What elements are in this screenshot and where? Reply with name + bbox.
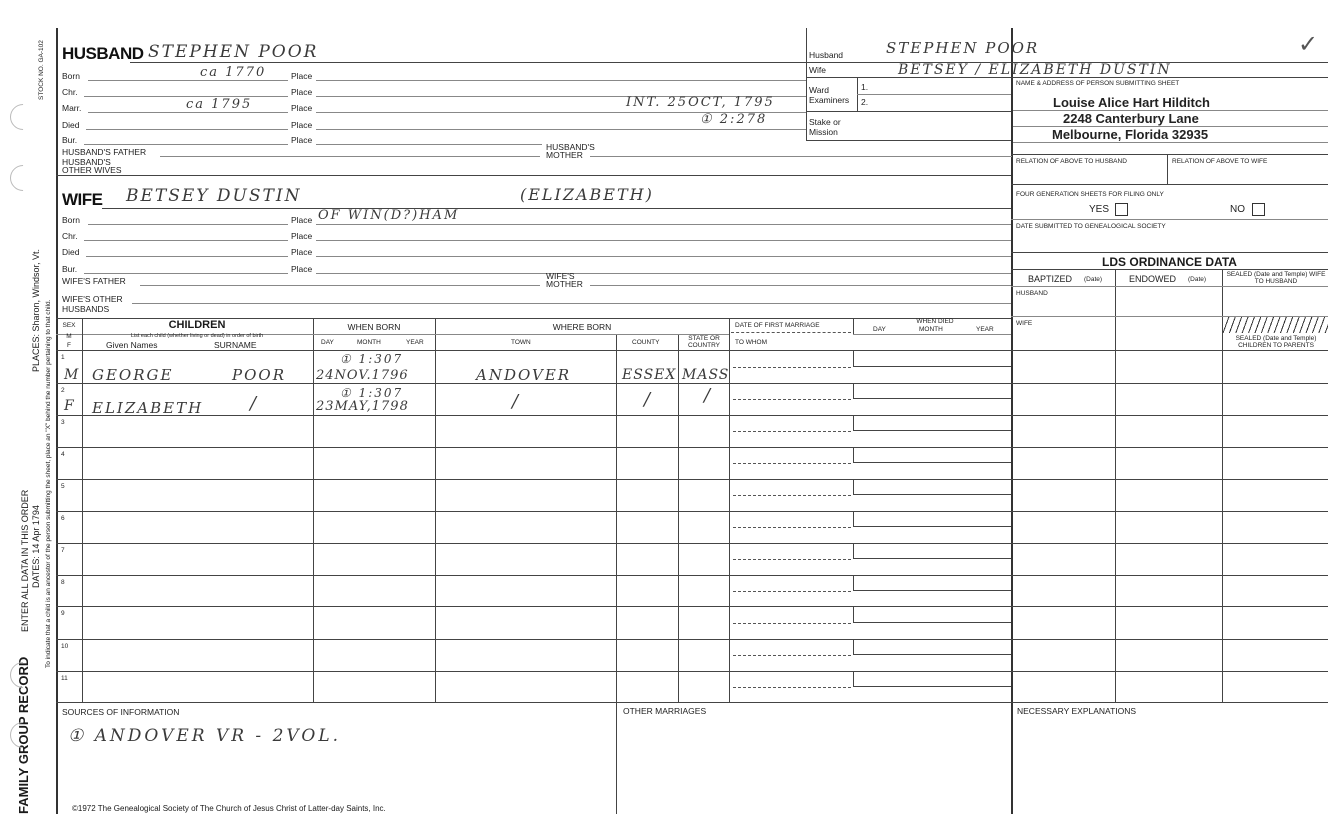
husbands-mother-label: HUSBAND'S MOTHER [546,142,595,160]
line [1011,184,1328,185]
line [733,463,851,464]
surname-label: SURNAME [214,340,257,350]
side-instruction-order: ENTER ALL DATA IN THIS ORDER [20,489,30,632]
husband-heading: HUSBAND [62,44,144,63]
side-dates-example: DATES: 14 Apr 1794 [31,505,41,588]
died-year-label: YEAR [976,326,994,333]
child-number: 5 [61,483,65,490]
line [316,240,1011,241]
child-sex: M [64,367,81,383]
col-line [313,318,314,702]
husband-name: STEPHEN POOR [148,42,319,62]
wifes-father-label: WIFE'S FATHER [62,276,126,286]
examiners-label: Examiners [809,95,850,105]
line [853,334,1011,335]
hr-wife-value: BETSEY / ELIZABETH DUSTIN [898,62,1172,78]
date-first-marriage-label: DATE OF FIRST MARRIAGE [735,322,820,329]
row-line [56,447,1328,448]
sealed-children-label: SEALED (Date and Temple) CHILDREN TO PARENTS [1235,335,1317,349]
place-label: Place [291,120,313,130]
child-number: 2 [61,387,65,394]
children-label: CHILDREN [168,319,226,331]
stake-mission-label: Stake or Mission [809,117,841,137]
sealed-wife-label: SEALED (Date and Temple) WIFE TO HUSBAND [1226,271,1326,285]
place-label: Place [291,247,313,257]
place-label: Place [291,87,313,97]
children-instruction: List each child (whether living or dead) in order of birth [130,333,264,339]
endowed-date-label: (Date) [1188,276,1207,283]
county-label: COUNTY [632,339,660,346]
child-state: MASS [682,367,730,383]
child-given-name: ELIZABETH [92,399,204,417]
child-surname: POOR [232,366,286,384]
line [857,94,1011,95]
relation-wife-label: RELATION OF ABOVE TO WIFE [1172,158,1268,165]
sex-f-label: F [67,342,71,349]
line [733,495,851,496]
line [733,367,851,368]
line [88,112,288,113]
side-places-example: PLACES: Sharon, Windsor, Vt. [31,248,41,372]
line [435,334,729,335]
submitter-address-1: 2248 Canterbury Lane [1063,111,1199,126]
four-gen-label: FOUR GENERATION SHEETS FOR FILING ONLY [1016,191,1164,198]
place-label: Place [291,215,313,225]
baptized-label: BAPTIZED [1028,274,1073,284]
day-label: DAY [321,339,334,346]
row-line [56,671,1328,672]
row-line [56,511,1328,512]
line [316,144,542,145]
line [853,350,854,366]
when-died-label: WHEN DIED [916,318,954,325]
child-born-source: ① 1:307 [340,352,404,366]
place-label: Place [291,135,313,145]
child-town: / [512,391,521,412]
chr-label: Chr. [62,231,78,241]
husbands-other-wives-label: HUSBAND'S OTHER WIVES [62,157,122,175]
punch-hole [5,99,42,136]
wifes-mother-label: WIFE'S MOTHER [546,271,583,289]
date-submitted-label: DATE SUBMITTED TO GENEALOGICAL SOCIETY [1016,223,1166,230]
child-number: 8 [61,579,65,586]
line [733,687,851,688]
child-number: 1 [61,354,65,361]
line [853,430,1011,431]
wife-name-line [102,208,1011,209]
wife-heading: WIFE [62,190,103,209]
line [853,654,1011,655]
line [733,559,851,560]
line [1167,154,1168,184]
section-divider [56,175,1011,176]
hr-husband-value: STEPHEN POOR [886,39,1040,57]
row-line [56,415,1328,416]
wife-row-label: WIFE [1016,320,1033,327]
relation-husband-label: RELATION OF ABOVE TO HUSBAND [1016,158,1127,165]
child-county: / [644,389,653,410]
line [853,462,1011,463]
where-born-label: WHERE BORN [552,322,612,332]
line [853,606,854,622]
ward-label: Ward [809,85,829,95]
town-label: TOWN [511,339,531,346]
husband-marr-value: ca 1795 [186,97,253,112]
line [853,415,854,430]
line [806,140,1011,141]
line [1011,219,1328,220]
line [853,494,1011,495]
bur-label: Bur. [62,135,78,145]
line [1115,269,1116,702]
line [313,334,435,335]
line [86,129,288,130]
baptized-date-label: (Date) [1084,276,1103,283]
line [88,80,288,81]
submitter-label: NAME & ADDRESS OF PERSON SUBMITTING SHEET [1016,80,1180,87]
child-town: ANDOVER [476,366,572,384]
line [316,273,1011,274]
line [733,623,851,624]
row-line [56,702,1328,703]
line [84,144,288,145]
bur-label: Bur. [62,264,78,274]
husband-born-value: ca 1770 [200,65,267,80]
necessary-explanations-label: NECESSARY EXPLANATIONS [1017,706,1137,716]
col-line [678,334,679,702]
line [1011,286,1328,287]
hr-husband-label: Husband [809,50,844,60]
col-line [616,702,617,814]
child-number: 6 [61,515,65,522]
child-sex: F [64,398,76,414]
line [140,285,540,286]
line [88,224,288,225]
child-number: 3 [61,419,65,426]
wife-name: BETSEY DUSTIN [126,186,302,206]
col-line [82,318,83,702]
child-number: 9 [61,610,65,617]
sources-value: ① ANDOVER VR - 2VOL. [68,726,342,746]
punch-hole [5,717,42,754]
line [853,479,854,494]
born-label: Born [62,71,80,81]
line [316,256,1011,257]
line [316,80,806,81]
died-day-label: DAY [873,326,886,333]
wife-born-place: OF WIN(D?)HAM [318,208,460,223]
row-line [56,479,1328,480]
col-line [853,318,854,334]
husband-row-label: HUSBAND [1016,290,1048,297]
examiner-2: 2. [861,97,869,107]
year-label: YEAR [406,339,424,346]
line [853,398,1011,399]
sex-m-label: M [66,333,72,340]
line [316,224,1011,225]
child-number: 10 [61,643,69,650]
hr-wife-label: Wife [809,65,826,75]
husband-name-line [130,62,806,63]
col-line [435,318,436,702]
child-born-date: 24NOV.1796 [316,368,409,383]
line [806,77,1328,78]
sealed-hatch [1223,317,1328,333]
row-line [56,383,1328,384]
yes-label: YES [1089,204,1110,215]
line [733,527,851,528]
child-county: ESSEX [622,367,677,383]
line [56,350,1328,351]
line [316,129,806,130]
place-label: Place [291,71,313,81]
child-born-date: 23MAY,1798 [316,399,409,414]
died-label: Died [62,120,80,130]
check-mark-icon: ✓ [1298,30,1319,58]
line [1222,269,1223,702]
row-line [56,639,1328,640]
side-ancestor-instruction: To indicate that a child is an ancestor of the person submitting the sheet, place an "X" behind the number pertaining to that child. [45,299,52,668]
line [132,303,1011,304]
line [853,366,1011,367]
line [1011,154,1328,155]
wife-alt-name: (ELIZABETH) [520,185,654,204]
punch-hole [5,657,42,694]
child-given-name: GEORGE [92,366,174,384]
no-label: NO [1230,204,1245,215]
frame-divider [1011,28,1013,814]
line [853,558,1011,559]
child-born-source: ① 1:307 [340,386,404,400]
child-number: 4 [61,451,65,458]
place-label: Place [291,231,313,241]
child-surname: / [250,393,259,414]
chr-label: Chr. [62,87,78,97]
died-label: Died [62,247,80,257]
line [853,543,854,558]
line [160,156,540,157]
examiner-1: 1. [861,82,869,92]
punch-hole [5,160,42,197]
row-line [56,543,1328,544]
line [853,671,854,686]
marr-label: Marr. [62,103,82,113]
other-marriages-label: OTHER MARRIAGES [623,706,707,716]
line [853,639,854,654]
child-number: 7 [61,547,65,554]
line [1013,142,1328,143]
form-title-vertical: FAMILY GROUP RECORD [16,656,31,814]
month-label: MONTH [357,339,381,346]
place-label: Place [291,103,313,113]
child-number: 11 [61,675,68,682]
line [733,591,851,592]
four-gen-no-checkbox[interactable] [1252,203,1265,216]
line [86,256,288,257]
line [853,511,854,526]
submitter-name: Louise Alice Hart Hilditch [1053,95,1210,110]
endowed-label: ENDOWED [1129,274,1176,284]
stock-number: STOCK NO. GA-102 [38,40,45,100]
given-names-label: Given Names [106,340,158,350]
line [731,332,851,333]
line [853,383,854,398]
line [853,526,1011,527]
line [853,575,854,590]
sources-label: SOURCES OF INFORMATION [62,707,180,717]
line [853,590,1011,591]
line [733,655,851,656]
marriage-source-note: ① 2:278 [700,112,768,127]
four-gen-yes-checkbox[interactable] [1115,203,1128,216]
when-born-label: WHEN BORN [347,322,401,332]
row-line [56,575,1328,576]
line [590,156,1012,157]
copyright-notice: ©1972 The Genealogical Society of The Church of Jesus Christ of Latter-day Saints, Inc. [72,804,386,813]
line [590,285,1011,286]
line [806,111,1011,112]
lds-heading: LDS ORDINANCE DATA [1102,255,1237,269]
line [84,273,288,274]
died-month-label: MONTH [919,326,943,333]
sex-label: SEX [62,322,76,329]
frame-left-border [56,28,58,814]
frame-divider [806,28,807,140]
husbands-father-label: HUSBAND'S FATHER [62,147,147,157]
line [853,686,1011,687]
to-whom-label: TO WHOM [735,339,768,346]
line [84,240,288,241]
wifes-other-husbands-label: WIFE'S OTHER HUSBANDS [62,294,123,314]
place-label: Place [291,264,313,274]
line [733,399,851,400]
row-line [56,606,1328,607]
marriage-intention-note: INT. 25OCT, 1795 [626,95,775,110]
born-label: Born [62,215,80,225]
line [1011,252,1328,253]
col-line [616,334,617,702]
submitter-address-2: Melbourne, Florida 32935 [1052,127,1209,142]
line [853,622,1011,623]
line [853,447,854,462]
line [733,431,851,432]
child-state: / [704,385,713,406]
line [1011,269,1328,270]
state-country-label: STATE OR COUNTRY [687,335,721,349]
